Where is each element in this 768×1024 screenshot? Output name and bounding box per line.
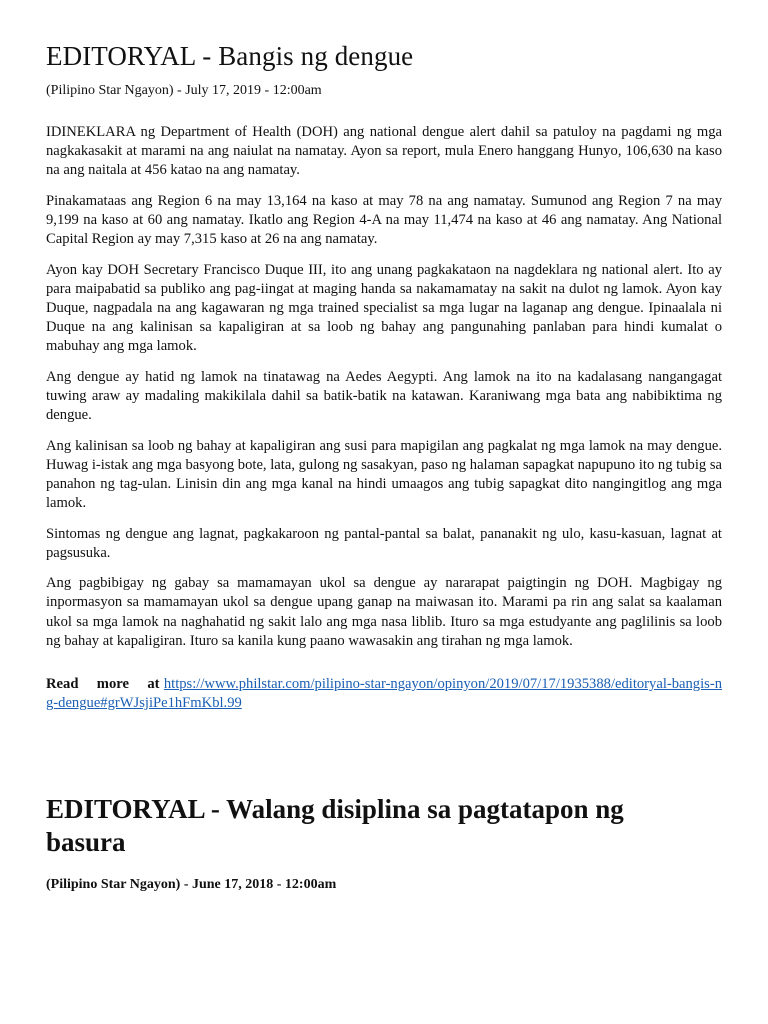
read-more-link[interactable]: https://www.philstar.com/pilipino-star-ngayon/opinyon/2019/07/17/1935388/editoryal-bangis-ng-dengue#grWJsjiPe1hFmKbl.99 bbox=[46, 676, 722, 712]
article-paragraph: Ang dengue ay hatid ng lamok na tinatawag na Aedes Aegypti. Ang lamok na ito na kadalasang nangangagat tuwing araw ay madaling makikilala dahil sa batik-batik na katawan. Karaniwang mga bata ang nabibiktima ng dengue. bbox=[46, 368, 722, 424]
article-byline: (Pilipino Star Ngayon) - July 17, 2019 - 12:00am bbox=[46, 83, 322, 98]
article-title: EDITORYAL - Bangis ng dengue bbox=[46, 41, 414, 71]
next-article-title: EDITORYAL - Walang disiplina sa pagtatapon ng basura bbox=[46, 794, 624, 858]
article-paragraph: Ang kalinisan sa loob ng bahay at kapaligiran ang susi para mapigilan ang pagkalat ng mga lamok na may dengue. Huwag i-istak ang mga basyong bote, lata, gulong ng sasakyan, paso ng halaman sapagkat napupuno ito ng tubig sa panahon ng tag-ulan. Linisin din ang mga kanal na hindi umaagos ang tubig sapagkat dito nangingitlog ang mga lamok. bbox=[46, 437, 722, 512]
read-more bbox=[46, 675, 722, 713]
article-paragraph: IDINEKLARA ng Department of Health (DOH) ang national dengue alert dahil sa patuloy na pagdami ng mga nagkakasakit at marami na ang naiulat na namatay. Ayon sa report, mula Enero hanggang Hunyo, 106,630 na kaso na ang naitala at 456 katao na ang namatay. bbox=[46, 124, 722, 179]
article-paragraph: Pinakamataas ang Region 6 na may 13,164 na kaso at may 78 na ang namatay. Sumunod ang Region 7 na may 9,199 na kaso at 60 ang namatay. Ikatlo ang Region 4-A na may 11,474 na kaso at 46 ang namatay. Ang National Capital Region ay may 7,315 kaso at 26 na ang namatay. bbox=[46, 192, 722, 248]
document-page bbox=[46, 38, 722, 894]
article-paragraph: Sintomas ng dengue ang lagnat, pagkakaroon ng pantal-pantal sa balat, pananakit ng ulo, kasu-kasuan, lagnat at pagsusuka. bbox=[46, 525, 722, 561]
next-article-byline: (Pilipino Star Ngayon) - June 17, 2018 - 12:00am bbox=[46, 877, 337, 893]
read-more-label: Read more at bbox=[46, 676, 160, 692]
article-body bbox=[46, 123, 722, 651]
article-paragraph: Ang pagbibigay ng gabay sa mamamayan ukol sa dengue ay nararapat paigtingin ng DOH. Magbigay ng inpormasyon sa mamamayan ukol sa dengue upang ganap na maiwasan ito. Marami pa rin ang salat sa kaalaman ukol sa mga lamok na naghahatid ng sakit lalo ang mga nasa liblib. Ituro sa mga estudyante ang paglilinis sa loob ng bahay at kapaligiran. Ituro sa kanila kung paano wawasakin ang tirahan ng mga lamok. bbox=[46, 575, 722, 649]
article-paragraph: Ayon kay DOH Secretary Francisco Duque III, ito ang unang pagkakataon na nagdeklara ng national alert. Ito ay para maipabatid sa publiko ang pag-iingat at maging handa sa nakamamatay na sakit na dulot ng lamok. Ayon kay Duque, nagpadala na ang kagawaran ng mga trained specialist sa mga lugar na laganap ang dengue. Ipinaalala ni Duque na ang kalinisan sa kapaligiran at sa loob ng bahay ang pangunahing panlaban para hindi kumalat o mabuhay ang mga lamok. bbox=[46, 261, 722, 355]
